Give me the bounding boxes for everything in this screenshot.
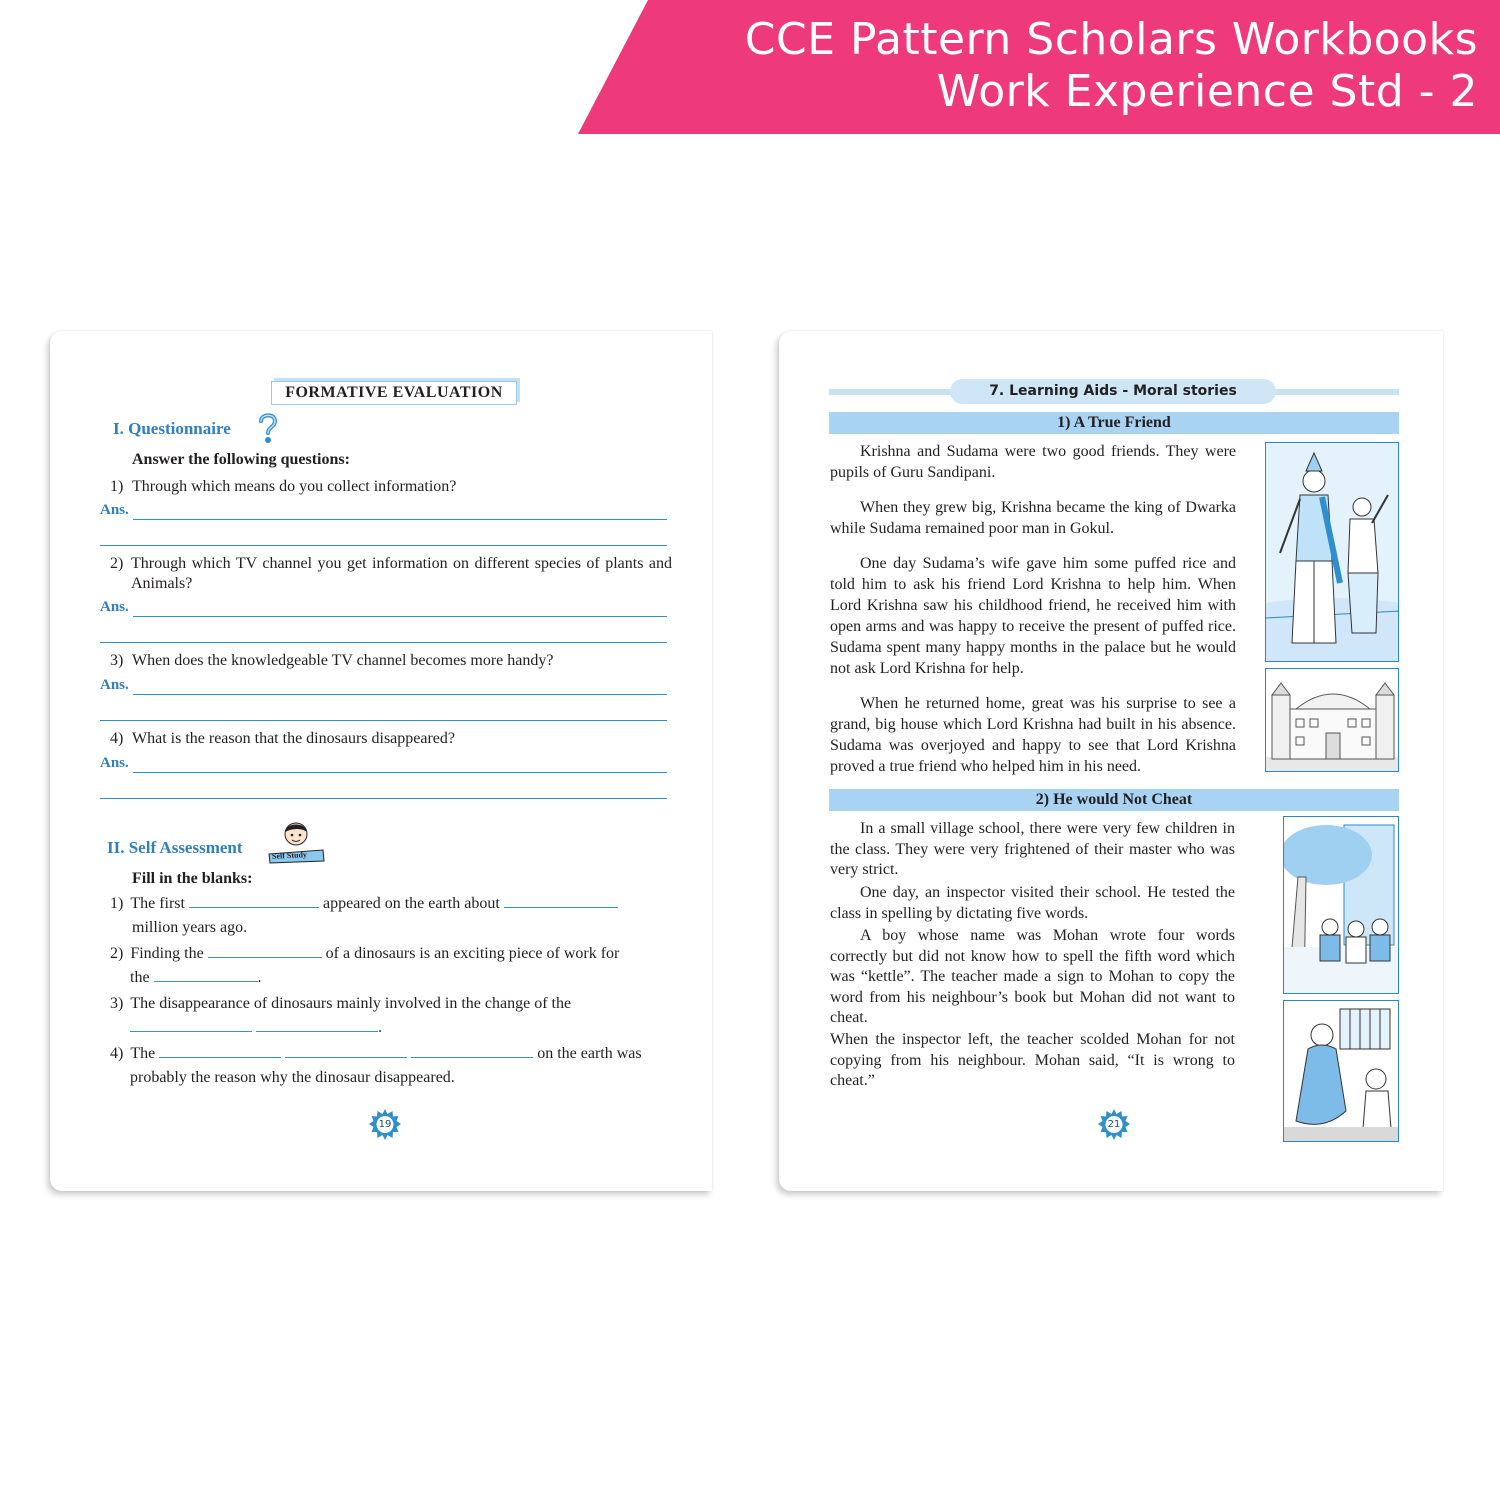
item-number: 4) xyxy=(110,1045,124,1062)
question-4 xyxy=(110,729,670,749)
question-number: 2) xyxy=(110,555,124,572)
answer-line[interactable] xyxy=(133,772,667,773)
question-number: 3) xyxy=(110,652,124,669)
banner-title xyxy=(745,14,1478,118)
story-1-paragraph-1 xyxy=(830,441,1236,483)
answer-label: Ans. xyxy=(100,677,129,693)
questionnaire-heading: I. Questionnaire xyxy=(113,419,231,438)
question-text: Through which TV channel you get information on different species of plants and Animals? xyxy=(131,555,672,592)
paragraph-text: One day, an inspector visited their school. He tested the class in spelling by dictating five words. xyxy=(830,884,1235,922)
question-mark-icon xyxy=(255,411,281,445)
story-1-title: 1) A True Friend xyxy=(829,412,1399,434)
blank-field[interactable] xyxy=(285,1044,407,1058)
blank-field[interactable] xyxy=(411,1044,533,1058)
blank-field[interactable] xyxy=(154,968,258,982)
blank-field[interactable] xyxy=(130,1018,252,1032)
story-2-paragraph-3 xyxy=(830,926,1235,1029)
paragraph-text: When he returned home, great was his surprise to see a grand, big house which Lord Krishna had built in his absence. Sudama was overjoyed and happy to see that Lord Krishna proved a true friend who helped him in his need. xyxy=(830,695,1236,775)
formative-evaluation-header: FORMATIVE EVALUATION xyxy=(271,381,517,405)
page-number-badge xyxy=(368,1108,402,1142)
question-text: Through which means do you collect information? xyxy=(132,478,457,495)
page-number: 21 xyxy=(1107,1119,1121,1130)
answer-label: Ans. xyxy=(100,755,129,771)
fill-item-4 xyxy=(110,1042,690,1090)
blank-field[interactable] xyxy=(189,894,319,908)
school-children-illustration xyxy=(1283,816,1399,994)
question-text: When does the knowledgeable TV channel becomes more handy? xyxy=(132,652,554,669)
blank-field[interactable] xyxy=(256,1018,378,1032)
question-number: 1) xyxy=(110,478,124,495)
right-page xyxy=(779,331,1443,1191)
paragraph-text: When they grew big, Krishna became the king of Dwarka while Sudama remained poor man in Gokul. xyxy=(830,499,1236,537)
question-3 xyxy=(110,651,670,671)
questionnaire-instruction: Answer the following questions: xyxy=(132,451,350,468)
answer-line[interactable] xyxy=(133,519,667,520)
page-number-badge xyxy=(1097,1108,1131,1142)
paragraph-text: One day Sudama’s wife gave him some puffed rice and told him to ask his friend Lord Krishna to help him. When Lord Krishna saw his childhood friend, he received him with open arms and was happy to receive the present of puffed rice. Sudama spent many happy months in the palace but he would not ask Lord Krishna for help. xyxy=(830,555,1236,677)
item-number: 2) xyxy=(110,945,124,962)
fill-blanks-instruction: Fill in the blanks: xyxy=(132,870,253,887)
item-punctuation: . xyxy=(257,969,262,986)
item-text: probably the reason why the dinosaur disappeared. xyxy=(130,1069,455,1086)
answer-label: Ans. xyxy=(100,502,129,518)
blank-field[interactable] xyxy=(504,894,618,908)
answer-line[interactable] xyxy=(100,720,667,721)
blank-field[interactable] xyxy=(159,1044,281,1058)
banner-line-2: Work Experience Std - 2 xyxy=(936,66,1478,117)
paragraph-text: Krishna and Sudama were two good friends. They were pupils of Guru Sandipani. xyxy=(830,443,1236,481)
item-number: 3) xyxy=(110,995,124,1012)
krishna-sudama-illustration xyxy=(1265,442,1399,662)
story-1-paragraph-4 xyxy=(830,693,1236,777)
teacher-student-illustration xyxy=(1283,1000,1399,1142)
fill-item-1 xyxy=(110,892,690,940)
paragraph-text: A boy whose name was Mohan wrote four words correctly but did not know how to spell the fifth word which was “kettle”. The teacher made a sign to Mohan to copy the word from his neighbour’s book but Mohan did not want to cheat. xyxy=(830,927,1235,1026)
item-text: the xyxy=(130,969,150,986)
banner xyxy=(0,0,1500,134)
item-punctuation: . xyxy=(378,1019,382,1036)
page-number: 19 xyxy=(378,1119,392,1130)
item-text: million years ago. xyxy=(132,919,248,936)
item-text: The first xyxy=(130,895,185,912)
story-2-paragraph-2 xyxy=(830,883,1235,924)
answer-line[interactable] xyxy=(100,642,667,643)
paragraph-text: When the inspector left, the teacher scolded Mohan for not copying from his neighbour. Mohan said, “It is wrong to cheat.” xyxy=(830,1031,1235,1089)
story-2-paragraph-1 xyxy=(830,819,1235,881)
answer-line[interactable] xyxy=(100,798,667,799)
story-2-title: 2) He would Not Cheat xyxy=(829,789,1399,811)
question-number: 4) xyxy=(110,730,124,747)
item-number: 1) xyxy=(110,895,124,912)
story-2-paragraph-4 xyxy=(830,1030,1235,1092)
item-text: of a dinosaurs is an exciting piece of work for xyxy=(325,945,620,962)
item-text: Finding the xyxy=(130,945,204,962)
item-text: on the earth was xyxy=(537,1045,642,1062)
self-assessment-heading: II. Self Assessment xyxy=(107,838,243,857)
self-study-label: Self Study xyxy=(271,850,308,861)
item-text: The xyxy=(130,1045,156,1062)
answer-label: Ans. xyxy=(100,599,129,615)
story-1-paragraph-2 xyxy=(830,497,1236,539)
fill-item-3 xyxy=(110,992,690,1040)
answer-line[interactable] xyxy=(100,545,667,546)
left-page xyxy=(50,331,712,1191)
question-2 xyxy=(110,554,672,594)
fill-item-2 xyxy=(110,942,690,990)
blank-field[interactable] xyxy=(208,944,322,958)
answer-line[interactable] xyxy=(133,694,667,695)
question-text: What is the reason that the dinosaurs disappeared? xyxy=(132,730,455,747)
chapter-title: 7. Learning Aids - Moral stories xyxy=(950,379,1276,404)
item-text: appeared on the earth about xyxy=(322,895,500,912)
palace-illustration xyxy=(1265,668,1399,772)
question-1 xyxy=(110,477,670,497)
answer-line[interactable] xyxy=(133,616,667,617)
banner-line-1: CCE Pattern Scholars Workbooks xyxy=(744,14,1478,65)
item-text: The disappearance of dinosaurs mainly involved in the change of the xyxy=(130,995,572,1012)
story-1-paragraph-3 xyxy=(830,553,1236,679)
self-study-icon xyxy=(266,820,326,864)
paragraph-text: In a small village school, there were very few children in the class. They were very frightened of their master who was very strict. xyxy=(830,820,1235,878)
